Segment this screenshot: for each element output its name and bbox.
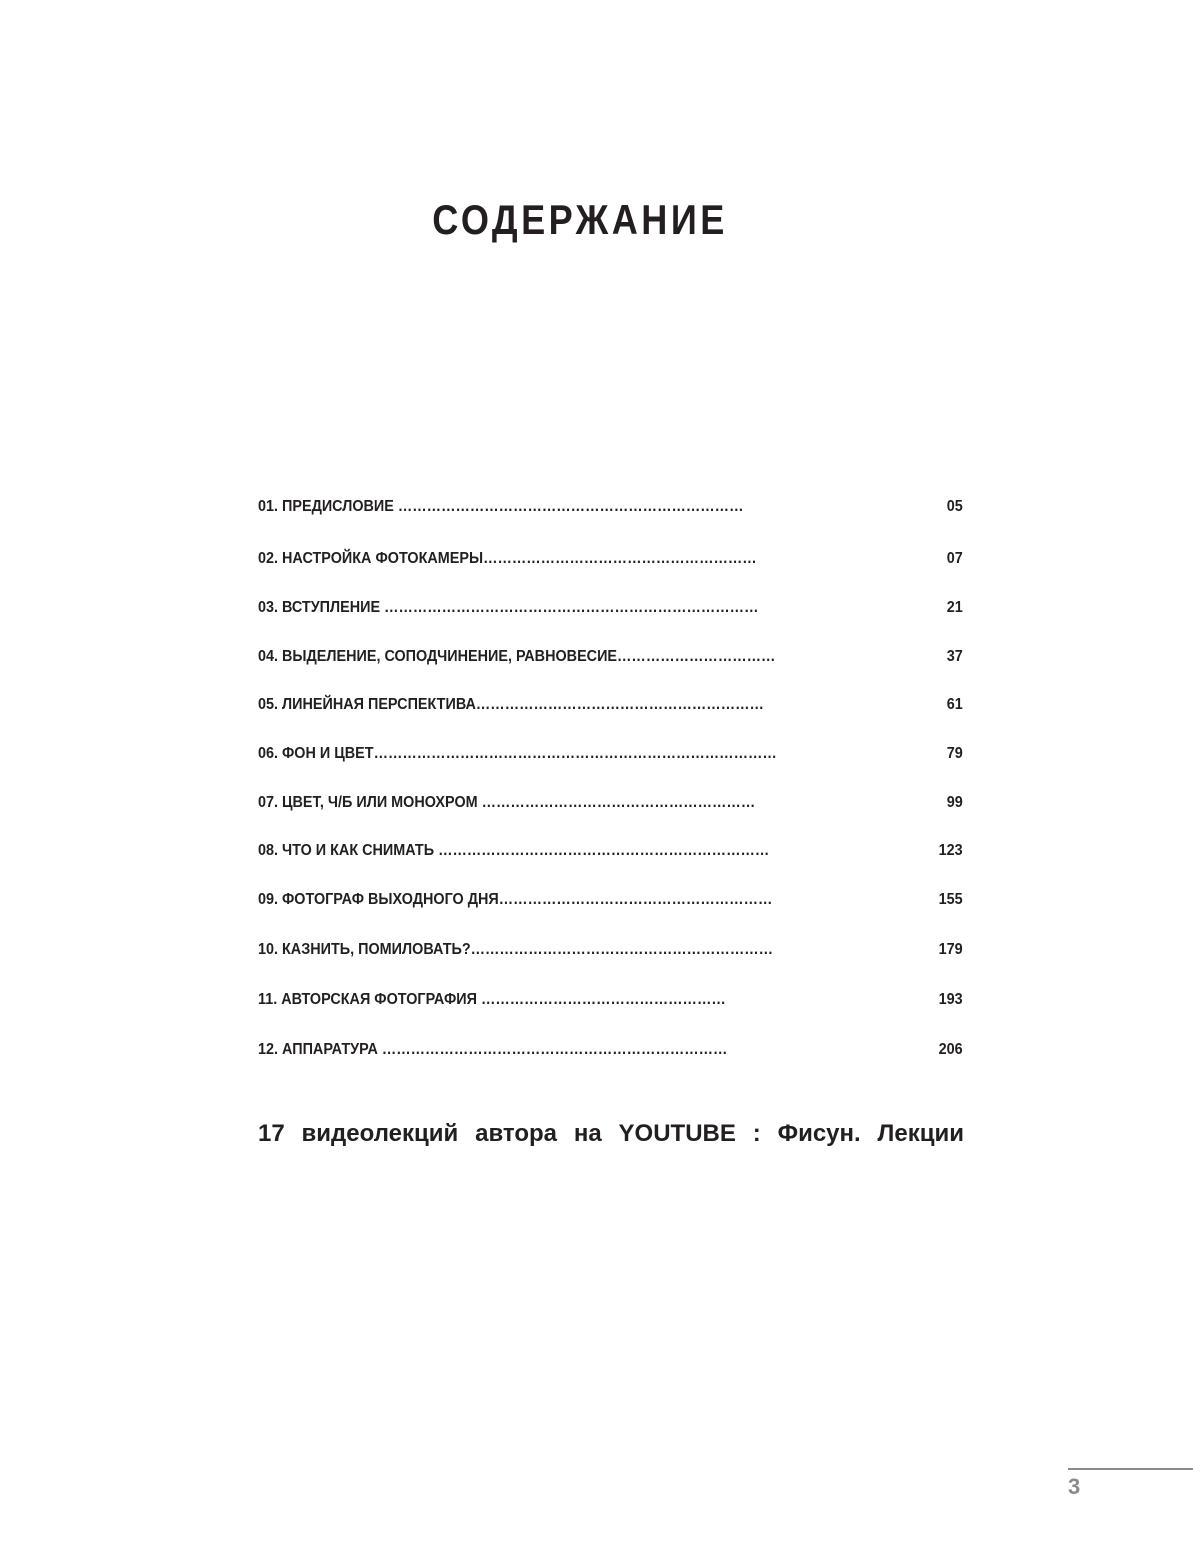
page-title: СОДЕРЖАНИЕ (432, 196, 728, 244)
toc-entry-title: 01. ПРЕДИСЛОВИЕ ……………………………………………………………… (258, 498, 744, 515)
toc-entry-page: 193 (938, 991, 963, 1008)
toc-entry-title: 03. ВСТУПЛЕНИЕ …………………………………………………………………… (258, 599, 759, 616)
toc-entry-page: 79 (946, 745, 963, 762)
page-number: 3 (1068, 1474, 1081, 1499)
toc-entry-title: 06. ФОН И ЦВЕТ………………………………………………………………………… (258, 745, 777, 762)
toc-entry (258, 492, 963, 522)
toc-entry-page: 155 (938, 891, 963, 908)
toc-entry (258, 788, 963, 818)
toc-entry (258, 544, 963, 574)
toc-entry-title: 08. ЧТО И КАК СНИМАТЬ …………………………………………………………… (258, 842, 770, 859)
toc-entry-title: 10. КАЗНИТЬ, ПОМИЛОВАТЬ?……………………………………………………… (258, 941, 774, 958)
toc-entry-page: 179 (938, 941, 963, 958)
toc-entry (258, 1035, 963, 1065)
toc-entry-page: 21 (946, 599, 963, 616)
toc-entry-page: 05 (946, 498, 963, 515)
toc-entry-page: 61 (946, 696, 963, 713)
toc-entry (258, 642, 963, 672)
toc-entry (258, 739, 963, 769)
toc-entry-title: 04. ВЫДЕЛЕНИЕ, СОПОДЧИНЕНИЕ, РАВНОВЕСИЕ…………………………… (258, 648, 776, 665)
toc-entry-page: 206 (938, 1041, 963, 1058)
toc-entry-page: 123 (938, 842, 963, 859)
toc-entry (258, 690, 963, 720)
toc-entry-title: 05. ЛИНЕЙНАЯ ПЕРСПЕКТИВА…………………………………………………… (258, 696, 764, 713)
toc-entry-title: 11. АВТОРСКАЯ ФОТОГРАФИЯ …………………………………………… (258, 991, 726, 1008)
toc-entry-title: 07. ЦВЕТ, Ч/Б ИЛИ МОНОХРОМ ………………………………………………… (258, 794, 756, 811)
toc-entry-title: 02. НАСТРОЙКА ФОТОКАМЕРЫ………………………………………………… (258, 550, 757, 567)
youtube-lectures-note: 17 видеолекций автора на YOUTUBE : Фисун. Лекции (258, 1120, 964, 1147)
toc-entry-page: 07 (946, 550, 963, 567)
toc-entry-title: 09. ФОТОГРАФ ВЫХОДНОГО ДНЯ………………………………………………… (258, 891, 773, 908)
toc-entry (258, 885, 963, 915)
toc-entry (258, 836, 963, 866)
toc-entry (258, 985, 963, 1015)
toc-entry-page: 99 (946, 794, 963, 811)
toc-entry (258, 593, 963, 623)
toc-entry-title: 12. АППАРАТУРА ……………………………………………………………… (258, 1041, 728, 1058)
page-number-rule (1068, 1468, 1193, 1470)
toc-entry (258, 935, 963, 965)
toc-entry-page: 37 (946, 648, 963, 665)
